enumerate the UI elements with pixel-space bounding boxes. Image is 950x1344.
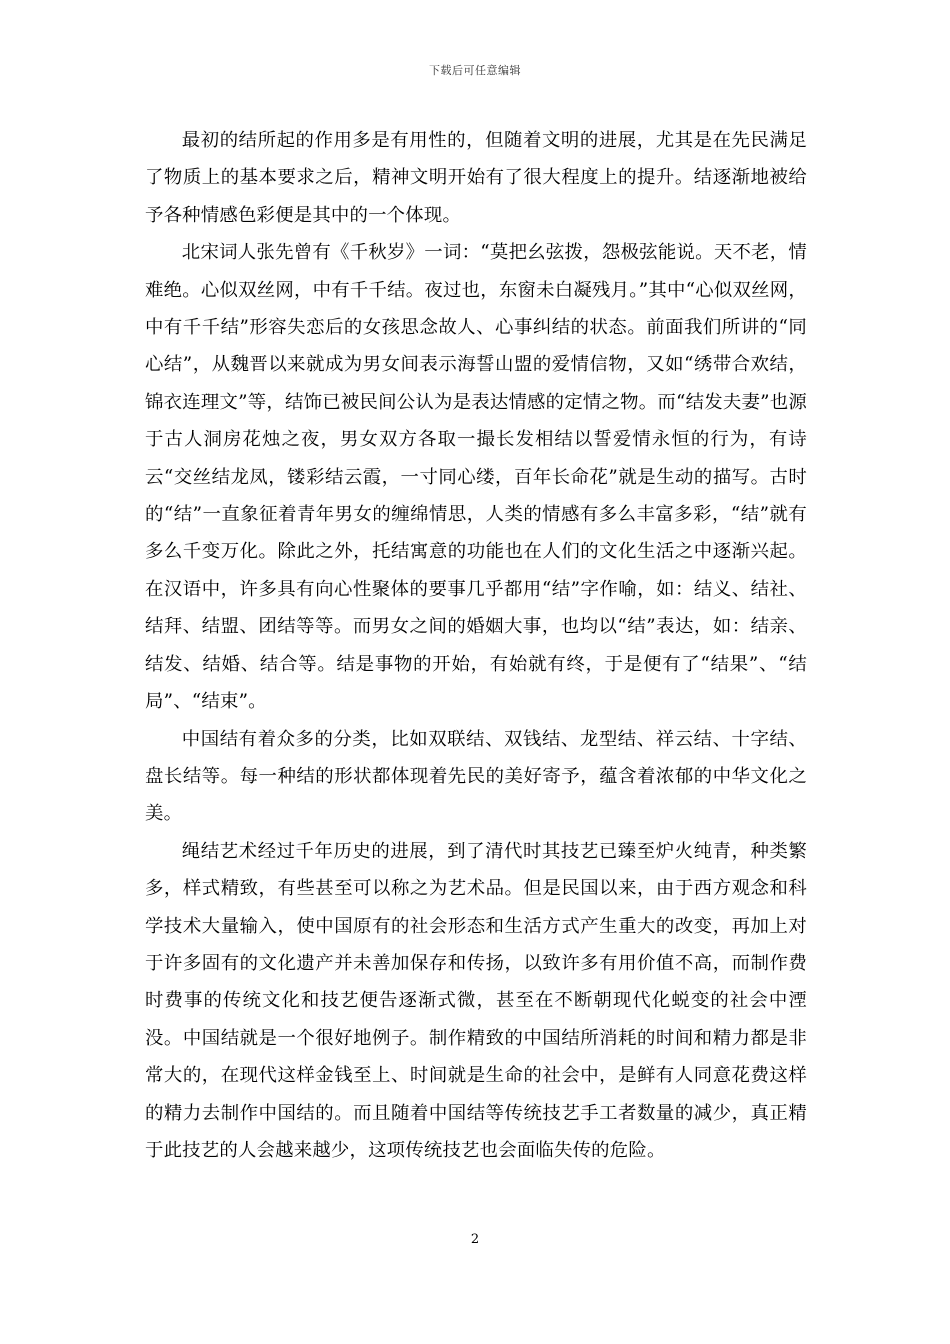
paragraph-4: 绳结艺术经过千年历史的进展，到了清代时其技艺已臻至炉火纯青，种类繁多，样式精致，有些甚至可以称之为艺术品。但是民国以来，由于西方观念和科学技术大量输入，使中国原有的社会形态和生活方式产生重大的改变，再加上对于许多固有的文化遗产并未善加保存和传扬，以致许多有用价值不高，而制作费时费事的传统文化和技艺便告逐渐式微，甚至在不断朝现代化蜕变的社会中湮没。中国结就是一个很好地例子。制作精致的中国结所消耗的时间和精力都是非常大的，在现代这样金钱至上、时间就是生命的社会中，是鲜有人同意花费这样的精力去制作中国结的。而且随着中国结等传统技艺手工者数量的减少，真正精于此技艺的人会越来越少，这项传统技艺也会面临失传的危险。 xyxy=(145,840,807,1161)
paragraph-3: 中国结有着众多的分类，比如双联结、双钱结、龙型结、祥云结、十字结、盘长结等。每一种结的形状都体现着先民的美好寄予，蕴含着浓郁的中华文化之美。 xyxy=(145,728,807,825)
page-header: 下载后可任意编辑 xyxy=(429,64,521,77)
paragraph-2: 北宋词人张先曾有《千秋岁》一词：“莫把幺弦拨，怨极弦能说。天不老，情难绝。心似双丝网，中有千千结。夜过也，东窗未白凝残月。”其中“心似双丝网，中有千千结”形容失恋后的女孩思念故人、心事纠结的状态。前面我们所讲的“同心结”，从魏晋以来就成为男女间表示海誓山盟的爱情信物，又如“绣带合欢结，锦衣连理文”等，结饰已被民间公认为是表达情感的定情之物。而“结发夫妻”也源于古人洞房花烛之夜，男女双方各取一撮长发相结以誓爱情永恒的行为，有诗云“交丝结龙凤，镂彩结云霞，一寸同心缕，百年长命花”就是生动的描写。古时的“结”一直象征着青年男女的缠绵情思，人类的情感有多么丰富多彩，“结”就有多么千变万化。除此之外，托结寓意的功能也在人们的文化生活之中逐渐兴起。在汉语中，许多具有向心性聚体的要事几乎都用“结”字作喻，如：结义、结社、结拜、结盟、团结等等。而男女之间的婚姻大事，也均以“结”表达，如：结亲、结发、结婚、结合等。结是事物的开始，有始就有终，于是便有了“结果”、“结局”、“结束”。 xyxy=(145,242,807,713)
document-body xyxy=(145,122,807,1169)
paragraph-1: 最初的结所起的作用多是有用性的，但随着文明的进展，尤其是在先民满足了物质上的基本要求之后，精神文明开始有了很大程度上的提升。结逐渐地被给予各种情感色彩便是其中的一个体现。 xyxy=(145,130,807,226)
page-number: 2 xyxy=(470,1232,480,1247)
